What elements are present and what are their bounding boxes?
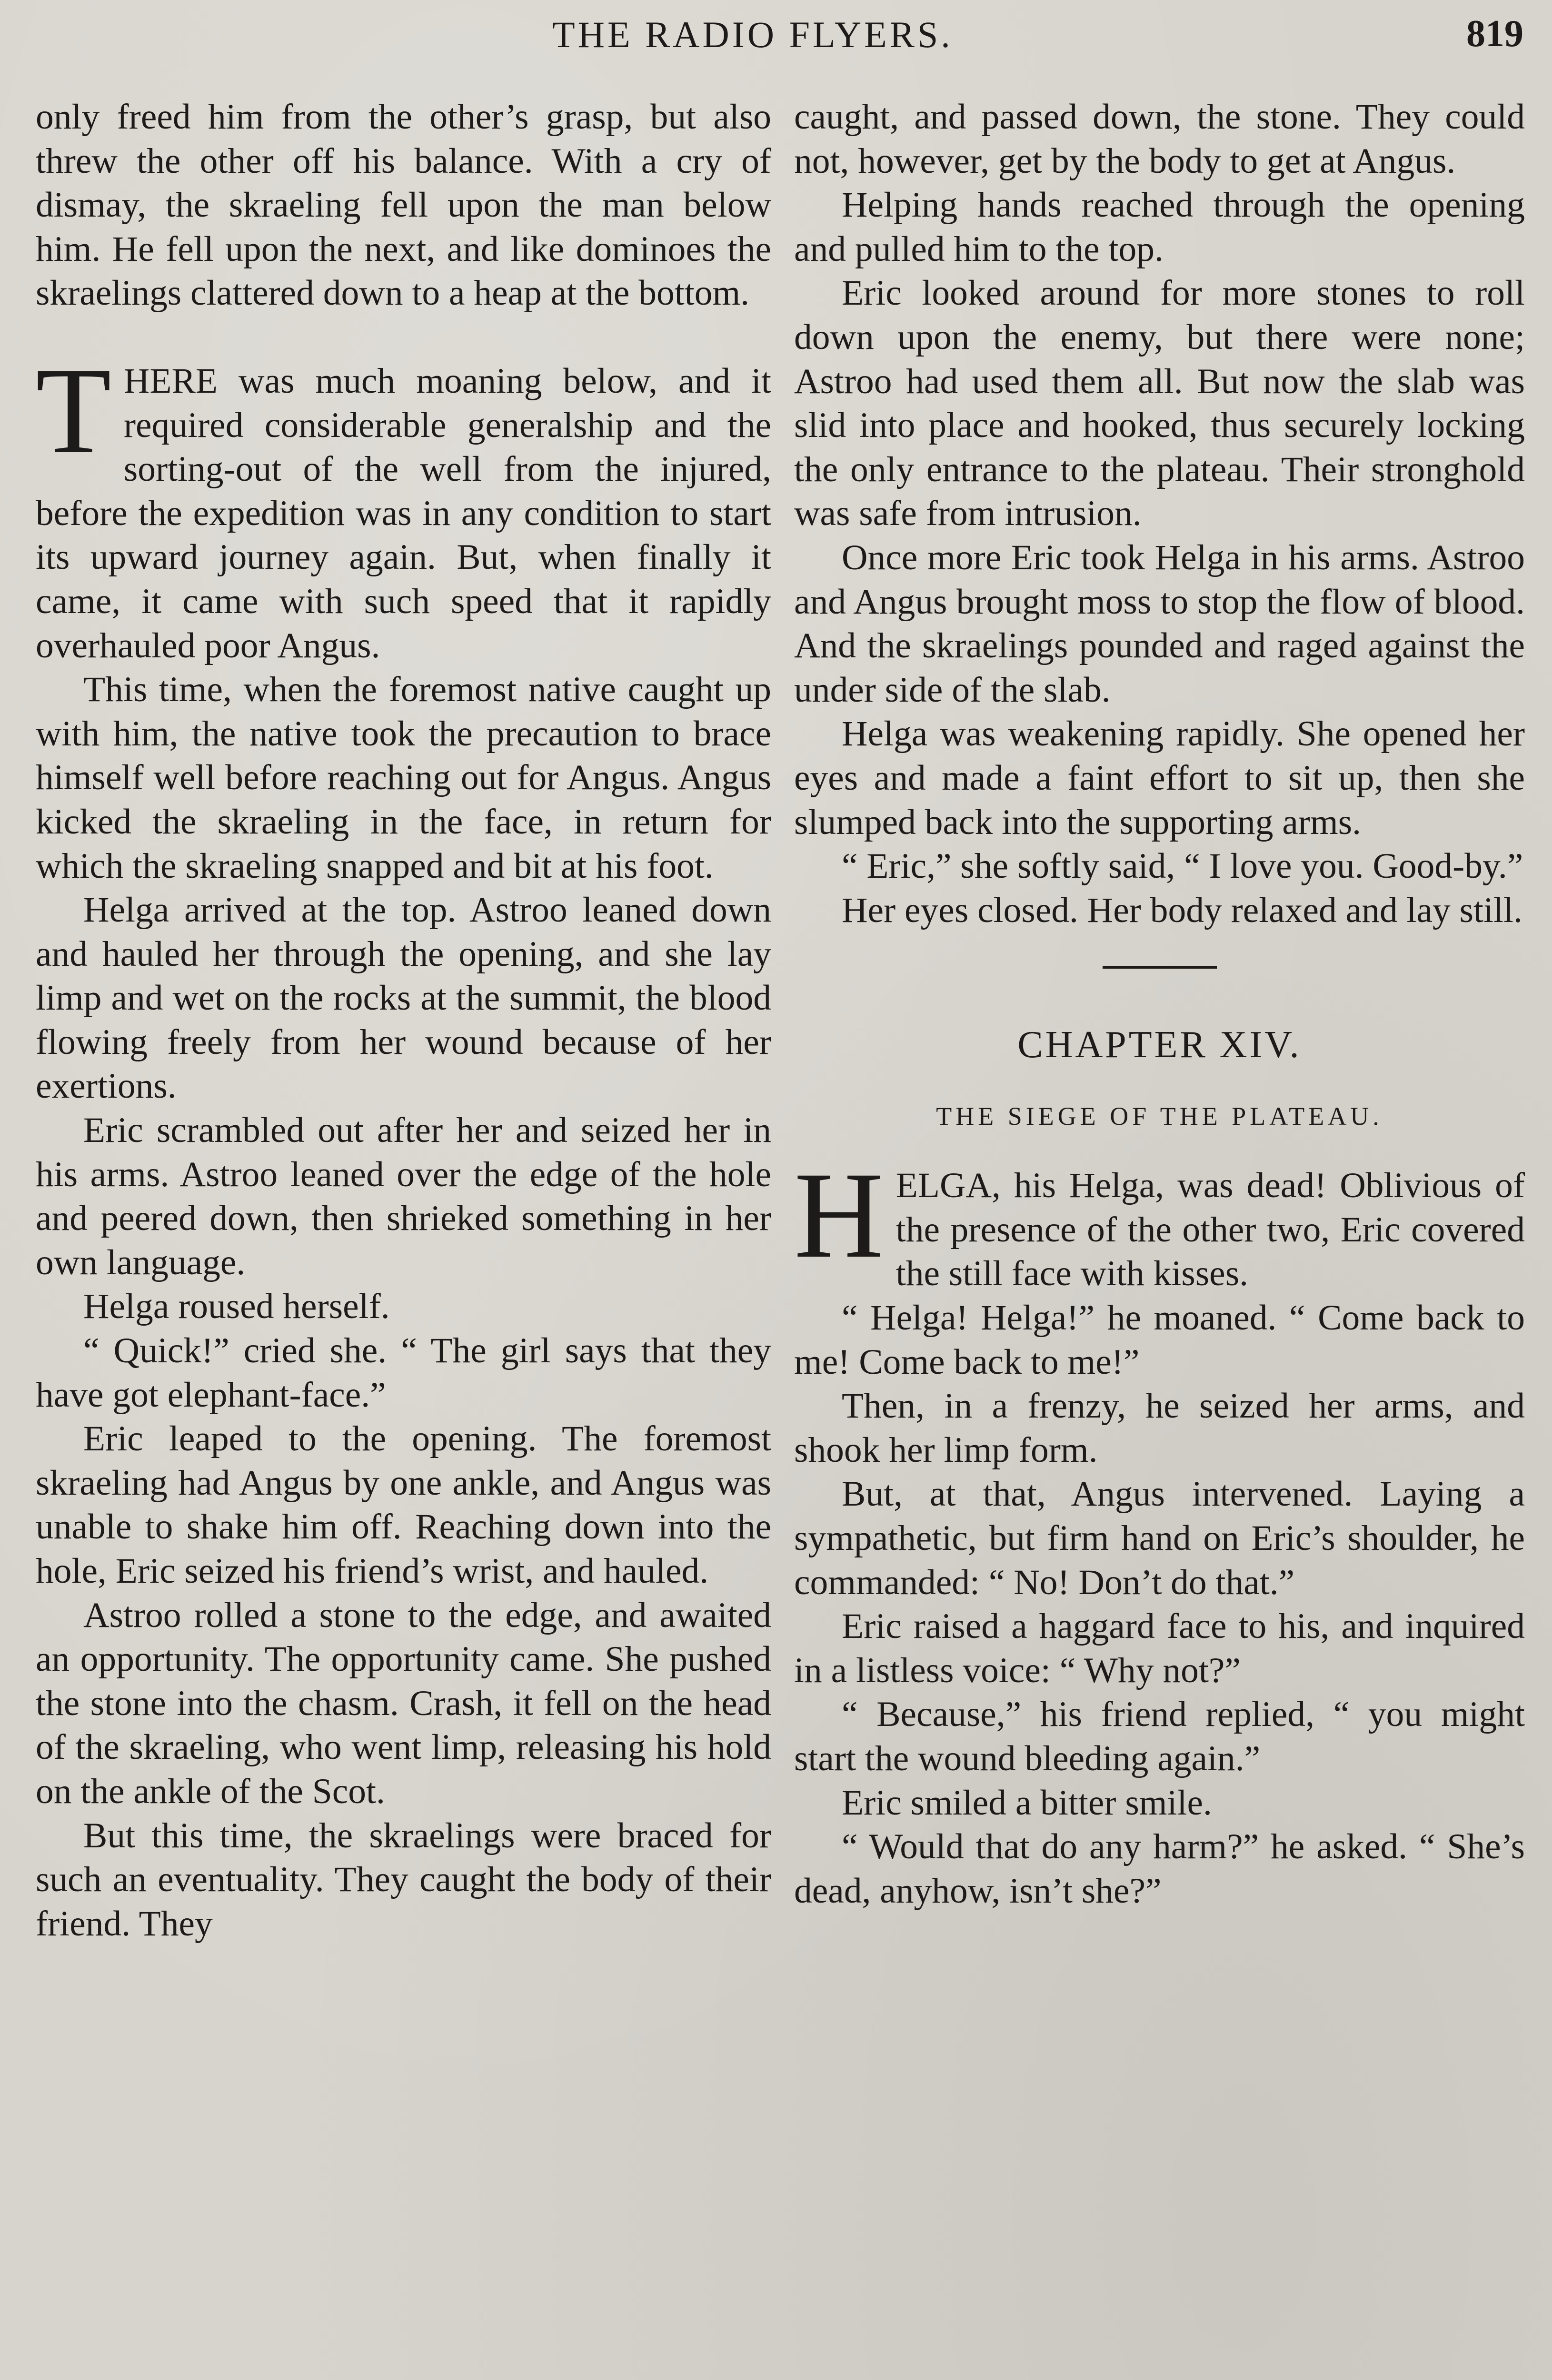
paragraph: But this time, the skraelings were braced for such an eventuality. They caught the body of their friend. They [36,1815,771,1944]
paragraph: “ Would that do any harm?” he asked. “ She’s dead, anyhow, isn’t she?” [794,1827,1525,1911]
paragraph: This time, when the foremost native caught up with him, the native took the precaution to brace himself well before reaching out for Angus. Angus kicked the skraeling in the face, in return for which the skraeling snapped and bit at his foot. [36,670,771,886]
chapter-subtitle: THE SIEGE OF THE PLATEAU. [936,1102,1383,1131]
paragraph: Helga arrived at the top. Astroo leaned down and hauled her through the opening, and she lay limp and wet on the rocks at the summit, the blood flowing freely from her wound because of her exertions. [36,890,771,1106]
paragraph: Helga was weakening rapidly. She opened her eyes and made a faint effort to sit up, then she slumped back into the supporting arms. [794,714,1525,842]
page-number: 819 [1466,13,1523,55]
paragraph: caught, and passed down, the stone. They could not, however, get by the body to get at Angus. [794,97,1525,181]
paragraph-dropcap [36,342,771,668]
paragraph: But, at that, Angus intervened. Laying a sympathetic, but firm hand on Eric’s shoulder, he commanded: “ No! Don’t do that.” [794,1474,1525,1602]
paragraph: Astroo rolled a stone to the edge, and awaited an opportunity. The opportunity came. She pushed the stone into the chasm. Crash, it fell on the head of the skraeling, who went limp, releasing his hold on the ankle of the Scot. [36,1595,771,1811]
paragraph: Then, in a frenzy, he seized her arms, and shook her limp form. [794,1386,1525,1470]
paragraph: “ Quick!” cried she. “ The girl says that they have got elephant-face.” [36,1331,771,1415]
chapter-title: CHAPTER XIV. [1017,1024,1302,1066]
paragraph: Eric smiled a bitter smile. [842,1783,1212,1823]
paragraph: Eric looked around for more stones to roll down upon the enemy, but there were none; Astroo had used them all. But now the slab was slid into place and hooked, thus securely locking the only entrance to the plateau. Their stronghold was safe from intrusion. [794,273,1525,534]
paragraph: Eric raised a haggard face to his, and inquired in a listless voice: “ Why not?” [794,1606,1525,1690]
paragraph: Helga roused herself. [83,1287,390,1327]
paragraph: Once more Eric took Helga in his arms. Astroo and Angus brought moss to stop the flow of blood. And the skraelings pounded and raged against the under side of the slab. [794,537,1525,710]
paragraph: only freed him from the other’s grasp, but also threw the other off his balance. With a cry of dismay, the skraeling fell upon the man below him. He fell upon the next, and like dominoes the skraelings clattered down to a heap at the bottom. [36,97,771,313]
paragraph: “ Because,” his friend replied, “ you might start the wound bleeding again.” [794,1695,1525,1778]
right-column [794,95,1525,1913]
drop-cap-letter: H [794,1147,884,1284]
section-rule [1103,966,1217,969]
running-title: THE RADIO FLYERS. [552,14,953,55]
paragraph-text: HERE was much moaning below, and it required considerable generalship and the sorting-out of the well from the injured, before the expedition was in any condition to start its upward journey again. But, when finally it came, it came with such speed that it rapidly overhauled poor Angus. [36,361,771,665]
paragraph: “ Helga! Helga!” he moaned. “ Come back to me! Come back to me!” [794,1298,1525,1382]
paragraph-text: ELGA, his Helga, was dead! Oblivious of the presence of the other two, Eric covered the still face with kisses. [895,1166,1525,1294]
paragraph: Eric scrambled out after her and seized her in his arms. Astroo leaned over the edge of the hole and peered down, then shrieked something in her own language. [36,1111,771,1282]
paragraph: Eric leaped to the opening. The foremost skraeling had Angus by one ankle, and Angus was unable to shake him off. Reaching down into the hole, Eric seized his friend’s wrist, and hauled. [36,1419,771,1591]
paragraph-dropcap [794,1147,1525,1296]
paragraph: “ Eric,” she softly said, “ I love you. Good-by.” [842,846,1523,886]
paragraph: Helping hands reached through the opening and pulled him to the top. [794,185,1525,269]
drop-cap-letter: T [36,342,111,479]
paragraph: Her eyes closed. Her body relaxed and lay still. [842,890,1522,930]
section-break [36,316,771,359]
left-column [36,95,771,1946]
